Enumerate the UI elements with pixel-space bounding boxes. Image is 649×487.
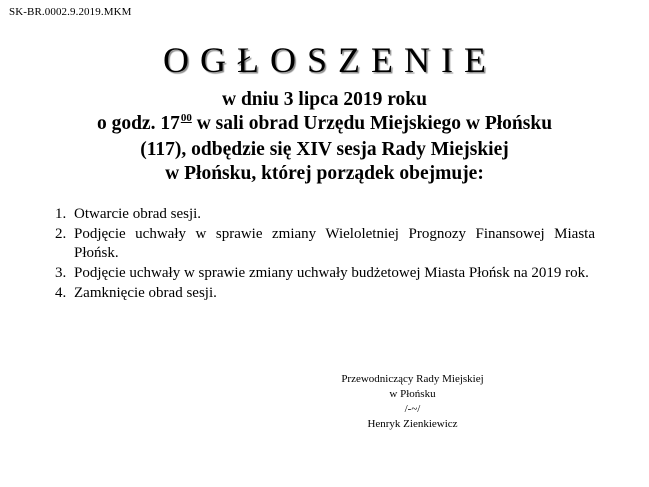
intro-place: w sali obrad Urzędu Miejskiego w Płońsku [191,113,553,134]
document-title: OGŁOSZENIE [163,40,497,80]
intro-time-minutes: 00 [180,112,192,124]
agenda-item [55,284,595,303]
signature-role-line2: w Płońsku [389,388,436,400]
intro-line-session: (117), odbędzie się XIV sesja Rady Miejskiej [140,139,509,160]
agenda-item-text: Otwarcie obrad sesji. [74,206,202,222]
agenda-item-number: 3. [55,265,67,281]
agenda-item [55,225,595,263]
agenda-item [55,264,595,283]
document-reference-number: SK-BR.0002.9.2019.MKM [9,6,132,18]
agenda-item-number: 2. [55,226,67,242]
agenda-item-text: Zamknięcie obrad sesji. [74,285,217,301]
signatory-name: Henryk Zienkiewicz [367,418,458,430]
intro-time-hour: o godz. 17 [96,113,180,134]
signature-mark: /-~/ [404,403,421,415]
announcement-intro [10,88,639,186]
agenda-item-text: Podjęcie uchwały w sprawie zmiany Wieloletniej Prognozy Finansowej Miasta Płońsk. [74,226,595,261]
intro-line-agenda-lead: w Płońsku, której porządek obejmuje: [165,163,484,184]
agenda-item [55,205,595,224]
agenda-item-text: Podjęcie uchwały w sprawie zmiany uchwały budżetowej Miasta Płońsk na 2019 rok. [74,265,589,281]
agenda-item-number: 1. [55,206,67,222]
signature-role-line1: Przewodniczący Rady Miejskiej [341,373,484,385]
intro-line-time-place [10,112,639,138]
agenda-list [55,205,595,304]
intro-line-date: w dniu 3 lipca 2019 roku [222,89,427,110]
signature-block [320,372,505,432]
agenda-item-number: 4. [55,285,67,301]
